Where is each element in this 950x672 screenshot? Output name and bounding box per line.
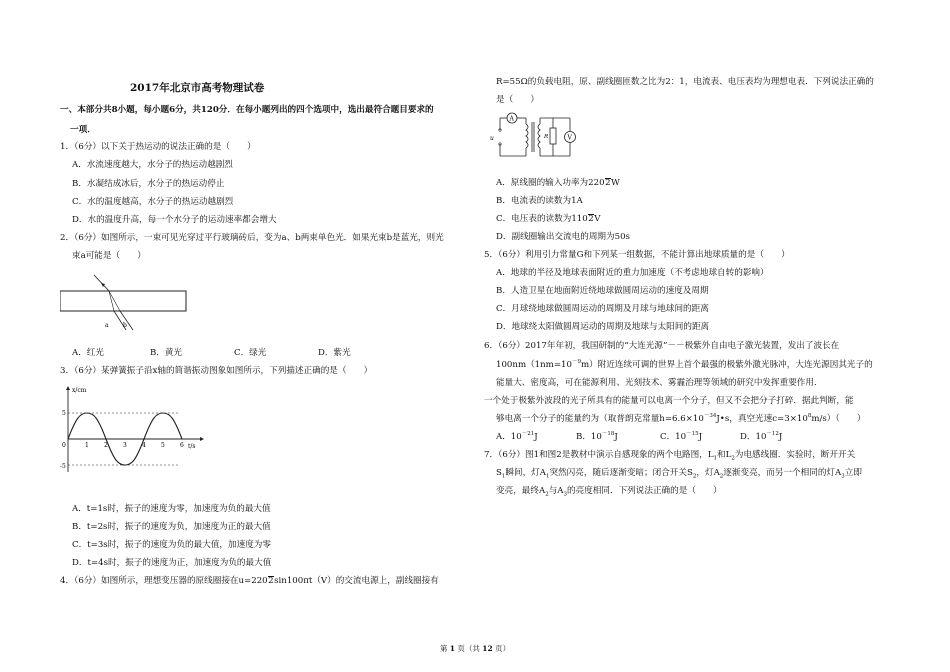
- q5-option-c: C．月球绕地球做圆周运动的周期及月球与地球间的距离: [496, 304, 709, 314]
- section-heading-line1: 一、本部分共8小题，每小题6分，共120分．在每小题列出的四个选项中，选出最符合题目要求的: [60, 105, 434, 115]
- q7-s3-mid: 与A: [548, 486, 564, 496]
- q5-option-d: D．地球绕太阳做圆周运动的周期及地球与太阳间的距离: [496, 322, 710, 332]
- q7-s2-mid4: 逐渐变亮，而另一个相同的灯A: [723, 468, 842, 478]
- q2-option-c: C．绿光: [234, 348, 267, 358]
- t-tick-4: 4: [142, 442, 146, 449]
- t-tick-5: 5: [161, 442, 165, 449]
- t-tick-6: 6: [180, 442, 184, 449]
- q2-option-b: B．黄光: [150, 348, 183, 358]
- q6-d-exp: －12: [766, 431, 779, 438]
- q3-option-c: C．t=3s时，振子的速度为负的最大值，加速度为零: [72, 540, 271, 550]
- voltmeter-label: V: [567, 134, 572, 142]
- q7-s3-sub1: 2: [545, 491, 549, 498]
- q3-option-b: B．t=2s时，振子的速度为负，加速度为正的最大值: [72, 522, 271, 532]
- q7-s2-mid3: ，灯A: [696, 468, 720, 478]
- q7-stem-line2: [496, 467, 862, 479]
- q6-c-pre: C．10: [660, 432, 687, 442]
- q1-stem: 1．（6分）以下关于热运动的说法正确的是（ ）: [60, 142, 256, 152]
- q7-s3-sub2: 3: [563, 491, 567, 498]
- q6-stem5-pre: 够电离一个分子的能量约为（取普朗克常量h=6.6×10: [496, 414, 704, 424]
- q6-d-post: J: [778, 432, 783, 442]
- q6-option-c: [660, 431, 740, 443]
- resistor-icon: [550, 128, 556, 144]
- beam-b-label: b: [123, 322, 127, 329]
- q7-s2-sub4: 2: [719, 473, 724, 480]
- q6-d-pre: D．10: [740, 432, 767, 442]
- q7-s1-pre: 7．（6分）图1和图2是教材中演示自感现象的两个电路图，L: [484, 450, 714, 460]
- q4-a-radical: 2: [605, 178, 611, 188]
- q2-option-a: A．红光: [72, 348, 104, 358]
- q6-a-exp: －21: [521, 431, 535, 438]
- q2-stem-line1: 2．（6分）如图所示，一束可见光穿过平行玻璃砖后，变为a、b两束单色光．如果光束b是蓝光，则光: [60, 233, 444, 243]
- q7-s1-mid: 和L: [717, 450, 732, 460]
- q6-option-a: [496, 431, 576, 443]
- q6-option-b: [576, 431, 660, 443]
- q2-option-d: D．紫光: [318, 348, 351, 358]
- footer-post: 页）: [492, 644, 511, 653]
- x-axis-label: t/s: [188, 443, 196, 450]
- section-heading-line2: 一项．: [70, 125, 96, 135]
- q4-option-a: [496, 177, 620, 189]
- origin-label: 0: [62, 442, 66, 449]
- q6-stem5-post: m/s）（ ）: [811, 414, 866, 424]
- q4-stem1-radical: 2: [268, 576, 274, 586]
- q1-option-d: D．水的温度升高，每一个水分子的运动速率都会增大: [72, 215, 277, 225]
- q7-s2-mid2: 突然闪亮，随后逐渐变暗；闭合开关S: [549, 468, 693, 478]
- q7-s2-sub5: 3: [841, 473, 845, 480]
- q7-stem-line1: [484, 449, 855, 461]
- q6-stem-line2: [496, 359, 873, 371]
- q4-a-post: W: [611, 178, 620, 188]
- ammeter-label: A: [509, 115, 514, 123]
- q6-stem2-pre: 100nm（1nm=10: [496, 360, 572, 370]
- q6-c-exp: －15: [686, 431, 699, 438]
- q6-a-post: J: [534, 432, 538, 442]
- secondary-coil: [538, 124, 540, 148]
- q7-s2-post: 立即: [844, 468, 862, 478]
- q5-option-a: A．地球的半径及地球表面附近的重力加速度（不考虑地球自转的影响）: [496, 268, 769, 278]
- oscillation-graph: [60, 384, 210, 476]
- q6-stem-line1: 6．（6分）2017年年初，我国研制的“大连光源”－－极紫外自由电子激光装置，发出了波长在: [484, 341, 840, 351]
- resistor-label: R: [544, 134, 549, 140]
- q6-c-post: J: [698, 432, 703, 442]
- q6-stem5-exp2: 8: [807, 413, 812, 420]
- q3-stem: 3．（6分）某弹簧振子沿x轴的简谐振动图象如图所示，下列描述正确的是（ ）: [60, 366, 373, 376]
- q6-stem2-exp: －9: [571, 359, 581, 366]
- q4-c-pre: C．电压表的读数为110: [496, 214, 588, 224]
- page-footer: [0, 643, 950, 654]
- q1-option-a: A．水流速度越大，水分子的热运动越剧烈: [72, 160, 233, 170]
- q4-stem-line2: R=55Ω的负载电阻，原、副线圈匝数之比为2：1，电流表、电压表均为理想电表．下列说法正确的: [496, 77, 874, 87]
- footer-mid: 页（共: [455, 644, 483, 653]
- q1-option-b: B．水凝结成冰后，水分子的热运动停止: [72, 179, 225, 189]
- q4-stem1-pre: 4．（6分）如图所示，理想变压器的原线圈接在u=220: [60, 576, 268, 586]
- q4-c-post: V: [594, 214, 601, 224]
- glass-slab-figure: [60, 268, 200, 340]
- q4-stem-line3: 是（ ）: [496, 95, 539, 105]
- q6-a-pre: A．10: [496, 432, 522, 442]
- page-title: 2017年北京市高考物理试卷: [130, 82, 265, 94]
- q4-stem-line1: [60, 575, 439, 587]
- q7-s2-sub2: 1: [545, 473, 550, 480]
- q6-stem5-mid: J•s，真空光速c=3×10: [716, 414, 808, 424]
- transformer-circuit-figure: [486, 110, 586, 165]
- footer-total-pages: 12: [482, 644, 493, 653]
- q6-stem-line3: 能量大、密度高，可在能源利用、光刻技术、雾霾治理等领域的研究中发挥重要作用．: [496, 378, 823, 388]
- q6-stem-line4: 一个处于极紫外波段的光子所具有的能量可以电离一个分子，但又不会把分子打碎．据此判断，能: [484, 396, 854, 406]
- q5-stem: 5．（6分）利用引力常量G和下列某一组数据，不能计算出地球质量的是（ ）: [484, 250, 790, 260]
- y-tick-5: 5: [62, 410, 66, 417]
- q6-b-post: J: [614, 432, 618, 442]
- q7-s2-pre: S: [496, 468, 502, 478]
- q6-options: [496, 431, 782, 443]
- primary-coil: [526, 124, 528, 148]
- q5-option-b: B．人造卫星在地面附近绕地球做圆周运动的速度及周期: [496, 286, 709, 296]
- q7-s2-mid1: 瞬间，灯A: [505, 468, 546, 478]
- q4-option-b: B．电流表的读数为1A: [496, 196, 583, 206]
- footer-page-number: 1: [449, 644, 455, 653]
- source-label: u: [490, 135, 494, 142]
- t-tick-2: 2: [104, 442, 108, 449]
- beam-a-label: a: [105, 322, 109, 329]
- q4-stem1-post: sin100πt（V）的交流电源上，副线圈接有: [274, 576, 439, 586]
- q7-s1-sub2: 2: [731, 455, 735, 462]
- footer-pre: 第: [439, 644, 450, 653]
- q7-s1-post: 为电感线圈．实验时，断开开关: [734, 450, 856, 460]
- y-axis-label: x/cm: [72, 387, 87, 394]
- q3-option-a: A．t=1s时，振子的速度为零，加速度为负的最大值: [72, 504, 271, 514]
- q2-stem-line2: 束a可能是（ ）: [72, 251, 146, 261]
- q4-option-c: [496, 213, 600, 225]
- q4-option-d: D．副线圈输出交流电的周期为50s: [496, 232, 630, 242]
- q6-stem5-exp1: －34: [703, 413, 717, 420]
- q3-option-d: D．t=4s时，振子的速度为正，加速度为负的最大值: [72, 558, 272, 568]
- q6-option-d: [740, 431, 782, 443]
- q6-b-exp: －18: [601, 431, 615, 438]
- q2-options: [72, 347, 351, 359]
- q7-s3-pre: 变亮，最终A: [496, 486, 546, 496]
- q6-stem2-post: m）附近连续可调的世界上首个最强的极紫外激光脉冲，大连光源因其光子的: [580, 360, 873, 370]
- q7-s2-sub1: 1: [501, 473, 506, 480]
- q4-c-radical: 2: [588, 214, 594, 224]
- q6-stem-line5: [496, 413, 865, 425]
- q7-stem-line3: [496, 485, 722, 497]
- q7-s1-sub1: 1: [713, 455, 718, 462]
- t-tick-1: 1: [85, 442, 89, 449]
- q7-s3-post: 的亮度相同．下列说法正确的是（ ）: [567, 486, 722, 496]
- t-tick-3: 3: [123, 442, 127, 449]
- q6-b-pre: B．10: [576, 432, 602, 442]
- q1-option-c: C．水的温度越高，水分子的热运动越剧烈: [72, 197, 234, 207]
- y-tick-neg5: -5: [60, 463, 66, 470]
- q4-a-pre: A．原线圈的输入功率为220: [496, 178, 605, 188]
- q7-s2-sub3: 2: [692, 473, 697, 480]
